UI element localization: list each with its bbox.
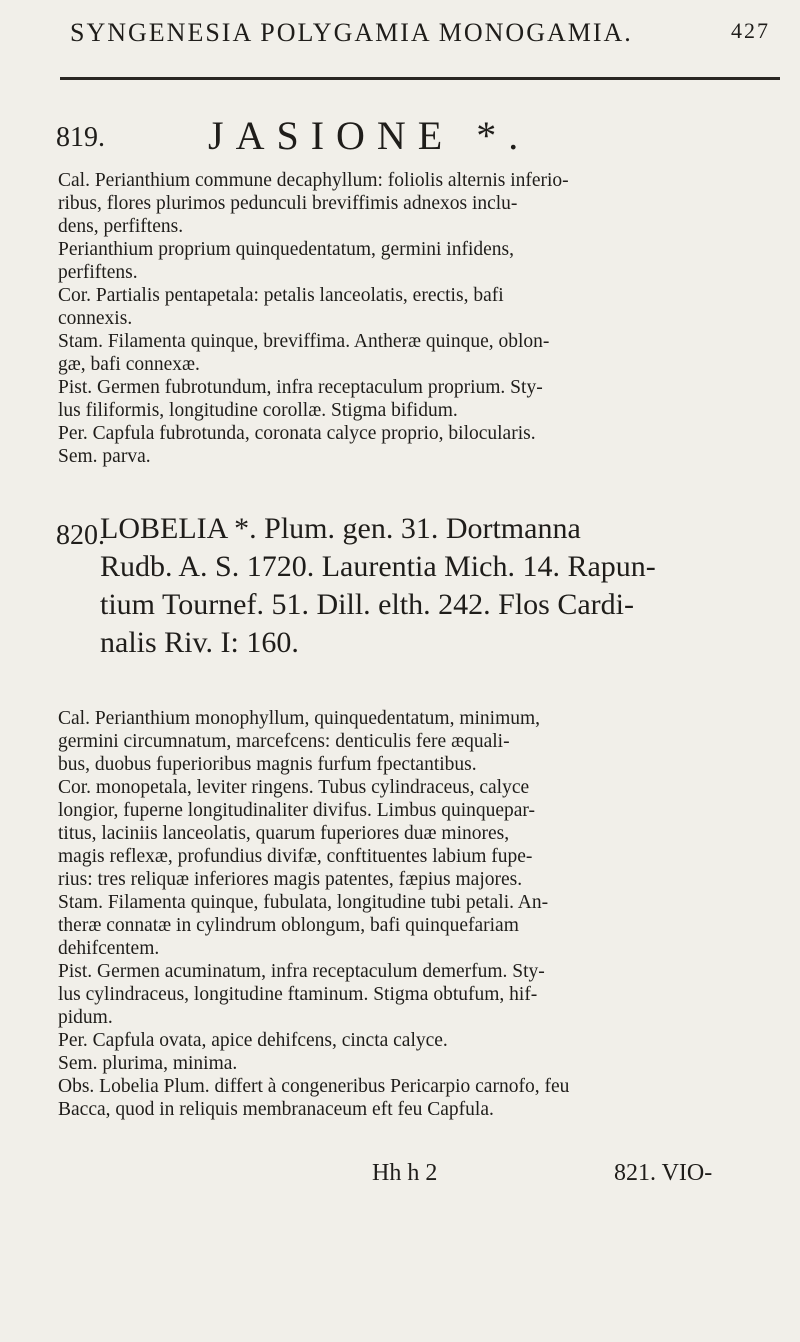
text-line: theræ connatæ in cylindrum oblongum, bafi quinquefariam — [58, 915, 519, 936]
running-header — [70, 18, 770, 48]
text-line: Pist. Germen acuminatum, infra receptaculum demerfum. Sty- — [58, 961, 545, 982]
text-line: Perianthium proprium quinquedentatum, germini infidens, — [58, 239, 515, 260]
text-line: Bacca, quod in reliquis membranaceum eft feu Capfula. — [58, 1099, 494, 1120]
text-line: Cor. Partialis pentapetala: petalis lanceolatis, erectis, bafi — [58, 285, 504, 306]
heading-line: Rudb. A. S. 1720. Laurentia Mich. 14. Rapun- — [100, 550, 656, 583]
text-line: Cal. Perianthium commune decaphyllum: foliolis alternis inferio- — [58, 170, 569, 191]
text-line: Sem. plurima, minima. — [58, 1053, 238, 1074]
entry-number-819: 819. — [56, 122, 105, 153]
text-line: Cal. Perianthium monophyllum, quinquedentatum, minimum, — [58, 708, 541, 729]
signature-mark: Hh h 2 — [372, 1160, 438, 1186]
text-line: Sem. parva. — [58, 446, 151, 467]
heading-line: tium Tournef. 51. Dill. elth. 242. Flos Cardi- — [100, 588, 634, 621]
text-line: Obs. Lobelia Plum. differt à congeneribus Pericarpio carnofo, feu — [58, 1076, 570, 1097]
genus-heading-jasione: JASIONE *. — [208, 113, 531, 158]
text-line: lus cylindraceus, longitudine ftaminum. Stigma obtufum, hif- — [58, 984, 538, 1005]
text-line: dens, perfiftens. — [58, 216, 184, 237]
text-line: ribus, flores plurimos pedunculi breviffimis adnexos inclu- — [58, 193, 518, 214]
text-line: perfiftens. — [58, 262, 138, 283]
text-line: Cor. monopetala, leviter ringens. Tubus cylindraceus, calyce — [58, 777, 530, 798]
text-line: bus, duobus fuperioribus magnis furfum fpectantibus. — [58, 754, 477, 775]
text-line: Stam. Filamenta quinque, breviffima. Antheræ quinque, oblon- — [58, 331, 550, 352]
text-line: longior, fuperne longitudinaliter divifus. Limbus quinquepar- — [58, 800, 536, 821]
text-line: gæ, bafi connexæ. — [58, 354, 200, 375]
header-rule — [60, 66, 780, 70]
text-line: Stam. Filamenta quinque, fubulata, longitudine tubi petali. An- — [58, 892, 549, 913]
entry-number-820: 820. — [56, 520, 105, 551]
text-line: connexis. — [58, 308, 133, 329]
text-line: Pist. Germen fubrotundum, infra receptaculum proprium. Sty- — [58, 377, 543, 398]
heading-line: LOBELIA *. Plum. gen. 31. Dortmanna — [100, 512, 581, 545]
text-line: pidum. — [58, 1007, 113, 1028]
text-line: Per. Capfula ovata, apice dehifcens, cincta calyce. — [58, 1030, 448, 1051]
text-line: Per. Capfula fubrotunda, coronata calyce proprio, bilocularis. — [58, 423, 536, 444]
heading-line: nalis Riv. I: 160. — [100, 626, 299, 659]
text-line: rius: tres reliquæ inferiores magis patentes, fæpius majores. — [58, 869, 523, 890]
text-line: lus filiformis, longitudine corollæ. Stigma bifidum. — [58, 400, 458, 421]
text-line: magis reflexæ, profundius divifæ, conftituentes labium fupe- — [58, 846, 533, 867]
text-line: germini circumnatum, marcefcens: denticulis fere æquali- — [58, 731, 510, 752]
running-title: SYNGENESIA POLYGAMIA MONOGAMIA. — [70, 18, 633, 47]
catchword: 821. VIO- — [614, 1160, 713, 1186]
text-line: titus, laciniis lanceolatis, quarum fuperiores duæ minores, — [58, 823, 510, 844]
page-number: 427 — [731, 18, 770, 43]
text-line: dehifcentem. — [58, 938, 160, 959]
